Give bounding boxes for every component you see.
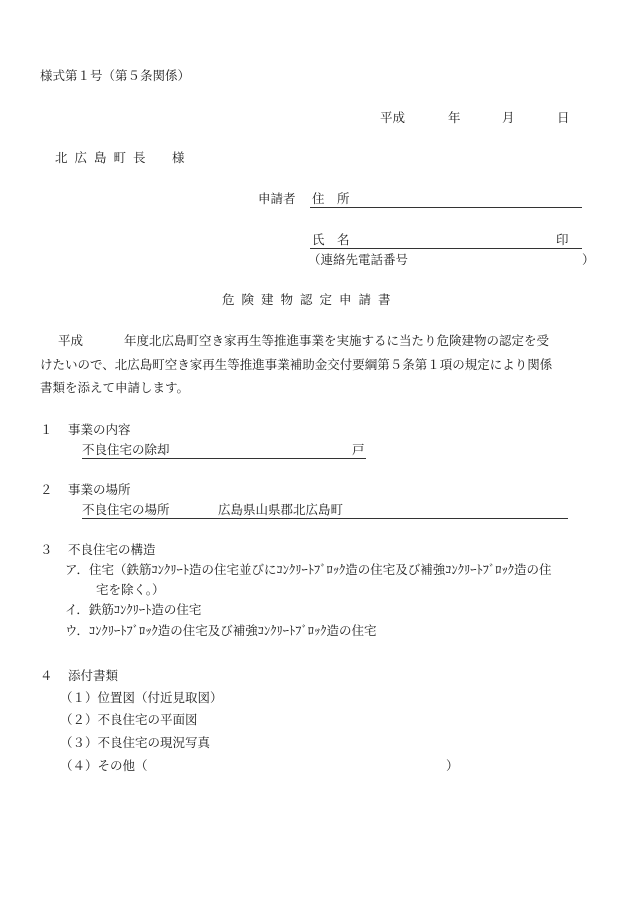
attachment-item: （３）不良住宅の現況写真 <box>60 735 211 750</box>
structure-option-a-line-1: ア．住宅（鉄筋ｺﾝｸﾘｰﾄ造の住宅並びにｺﾝｸﾘｰﾄﾌﾞﾛｯｸ造の住宅及び補強ｺﾝｸﾘｰﾄﾌﾞﾛｯｸ造の住 <box>65 562 552 577</box>
structure-option-u: ウ．ｺﾝｸﾘｰﾄﾌﾞﾛｯｸ造の住宅及び補強ｺﾝｸﾘｰﾄﾌﾞﾛｯｸ造の住宅 <box>65 623 377 638</box>
document-title: 危険建物認定申請書 <box>222 292 398 307</box>
name-field[interactable] <box>310 248 582 249</box>
body-line-3: 書類を添えて申請します。 <box>40 380 190 395</box>
location-field[interactable] <box>82 518 568 519</box>
phone-open: （連絡先電話番号 <box>308 252 409 267</box>
name-label: 氏 名 <box>312 232 350 247</box>
body-era: 平成 <box>58 333 84 348</box>
structure-option-a-line-2: 宅を除く。） <box>96 582 165 597</box>
seal-mark: 印 <box>556 232 569 247</box>
location-label: 不良住宅の場所 <box>82 502 170 517</box>
phone-close: ） <box>582 252 595 267</box>
attachment-item: （４）その他（ <box>60 758 148 773</box>
address-label: 住 所 <box>312 191 350 206</box>
date-year-label: 年 <box>448 110 461 125</box>
date-day-label: 日 <box>557 110 570 125</box>
body-line-2: けたいので、北広島町空き家再生等推進事業補助金交付要綱第５条第１項の規定により関係 <box>40 357 553 372</box>
unit-label: 戸 <box>352 442 365 457</box>
body-line-1: 年度北広島町空き家再生等推進事業を実施するに当たり危険建物の認定を受 <box>124 333 550 348</box>
section-3-number: ３ <box>40 542 53 557</box>
address-field[interactable] <box>310 207 582 208</box>
date-month-label: 月 <box>502 110 515 125</box>
section-1-heading: 事業の内容 <box>68 422 131 437</box>
attachment-item: （１）位置図（付近見取図） <box>60 690 223 705</box>
other-close: ） <box>446 758 459 773</box>
section-4-heading: 添付書類 <box>68 668 119 683</box>
applicant-label: 申請者 <box>258 191 296 206</box>
section-2-heading: 事業の場所 <box>68 482 131 497</box>
section-2-number: ２ <box>40 482 53 497</box>
attachment-item: （２）不良住宅の平面図 <box>60 712 198 727</box>
section-1-number: １ <box>40 422 53 437</box>
section-4-number: ４ <box>40 668 53 683</box>
addressee: 北広島町長 様 <box>55 150 192 165</box>
demolition-count-field[interactable] <box>82 458 366 459</box>
section-3-heading: 不良住宅の構造 <box>68 542 156 557</box>
demolition-label: 不良住宅の除却 <box>82 442 170 457</box>
date-era: 平成 <box>380 110 406 125</box>
location-value: 広島県山県郡北広島町 <box>218 502 344 517</box>
form-number: 様式第１号（第５条関係） <box>40 68 191 83</box>
structure-option-i: イ．鉄筋ｺﾝｸﾘｰﾄ造の住宅 <box>65 602 202 617</box>
